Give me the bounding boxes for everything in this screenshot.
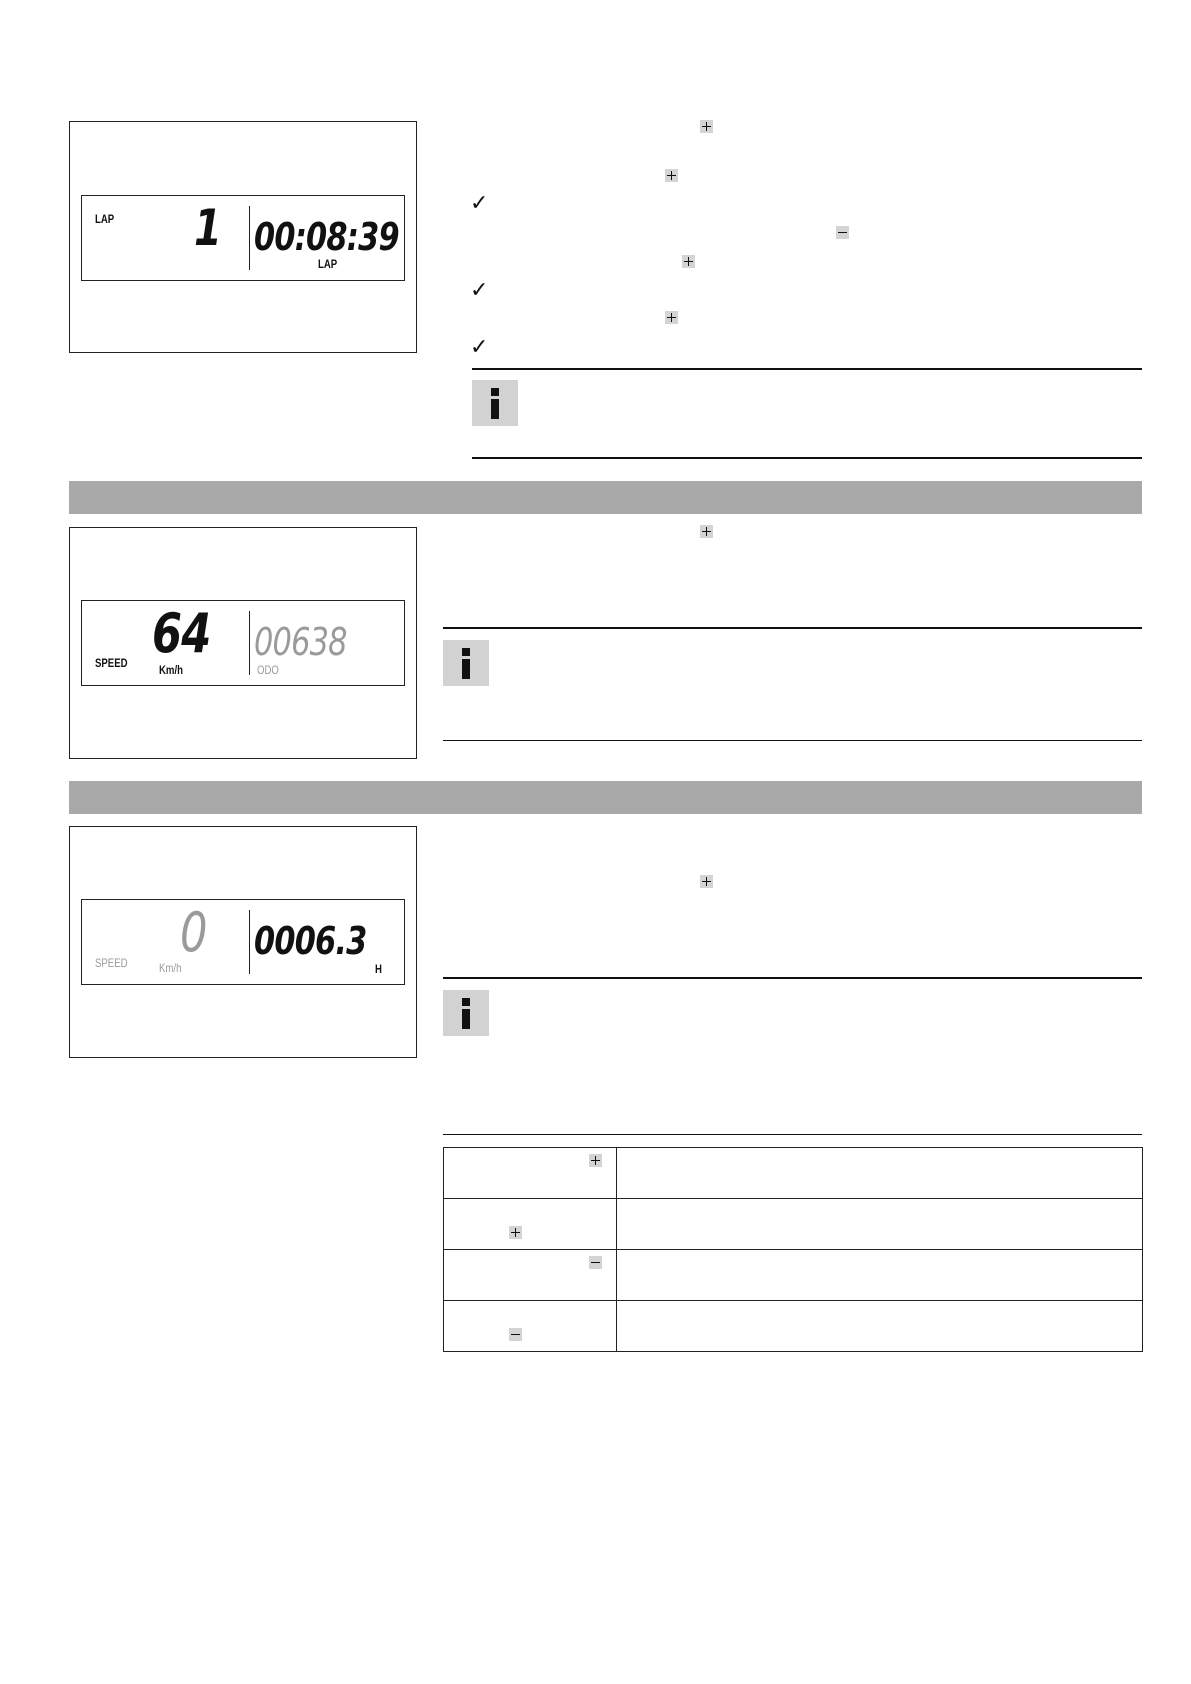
speed-hours-lcd-display xyxy=(81,899,405,985)
speed-label: SPEED xyxy=(95,656,128,670)
speed-label: SPEED xyxy=(95,956,128,970)
lcd-divider xyxy=(249,910,250,974)
plus-button-icon xyxy=(665,169,678,182)
table-cell-button xyxy=(444,1148,617,1199)
plus-button-icon xyxy=(700,120,713,133)
button-function-table xyxy=(443,1147,1143,1352)
lap-time: 00:08:39 xyxy=(254,215,399,259)
lap-lcd-display xyxy=(81,195,405,281)
table-cell-button xyxy=(444,1250,617,1301)
lap-label: LAP xyxy=(95,212,115,226)
plus-button-icon xyxy=(700,525,713,538)
table-cell-button xyxy=(444,1301,617,1352)
lcd-divider xyxy=(249,206,250,270)
table-cell-description xyxy=(617,1199,1143,1250)
odo-value: 00638 xyxy=(254,620,347,664)
plus-button-icon xyxy=(509,1226,522,1239)
speed-odo-figure xyxy=(69,527,417,759)
speed-hours-figure xyxy=(69,826,417,1058)
check-icon: ✓ xyxy=(470,335,489,360)
plus-button-icon xyxy=(700,875,713,888)
speed-unit: Km/h xyxy=(159,663,183,677)
divider-line xyxy=(472,457,1142,459)
lap-figure xyxy=(69,121,417,353)
divider-line xyxy=(443,977,1142,979)
info-icon xyxy=(443,990,489,1036)
table-cell-description xyxy=(617,1301,1143,1352)
section-header-band xyxy=(69,781,1142,814)
table-row xyxy=(444,1301,1143,1352)
lap-time-label: LAP xyxy=(318,257,338,271)
info-icon xyxy=(472,380,518,426)
section-header-band xyxy=(69,481,1142,514)
plus-button-icon xyxy=(589,1154,602,1167)
hours-label: H xyxy=(375,962,382,976)
plus-button-icon xyxy=(665,311,678,324)
minus-button-icon xyxy=(589,1256,602,1269)
check-icon: ✓ xyxy=(470,191,489,216)
table-row xyxy=(444,1148,1143,1199)
table-cell-description xyxy=(617,1148,1143,1199)
divider-line xyxy=(443,1134,1142,1135)
odo-label: ODO xyxy=(257,663,279,677)
table-cell-button xyxy=(444,1199,617,1250)
table-row xyxy=(444,1250,1143,1301)
hours-value: 0006.3 xyxy=(254,919,367,963)
lcd-divider xyxy=(249,611,250,675)
lap-number: 1 xyxy=(194,199,222,257)
divider-line xyxy=(472,368,1142,370)
speed-unit: Km/h xyxy=(159,961,182,975)
speed-value: 0 xyxy=(180,901,207,964)
minus-button-icon xyxy=(509,1328,522,1341)
speed-odo-lcd-display xyxy=(81,600,405,686)
speed-value: 64 xyxy=(152,602,211,665)
check-icon: ✓ xyxy=(470,278,489,303)
table-row xyxy=(444,1199,1143,1250)
divider-line xyxy=(443,627,1142,629)
info-icon xyxy=(443,640,489,686)
divider-line xyxy=(443,740,1142,741)
table-cell-description xyxy=(617,1250,1143,1301)
plus-button-icon xyxy=(682,255,695,268)
minus-button-icon xyxy=(836,226,849,239)
